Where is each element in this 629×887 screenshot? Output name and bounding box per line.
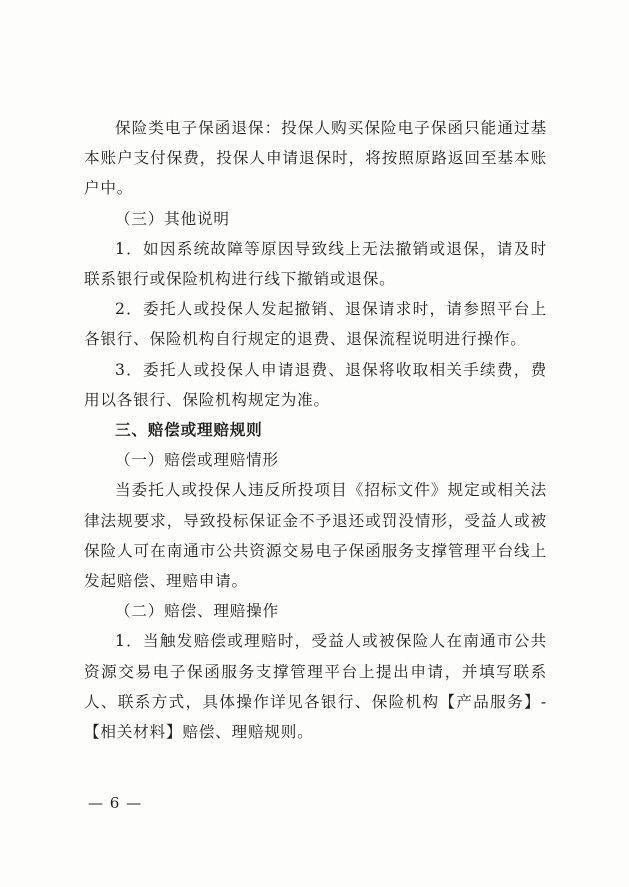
subheading-compensation-operation: （二）赔偿、理赔操作 (115, 602, 279, 621)
paragraph-compensation-cases: 当委托人或投保人违反所投项目《招标文件》规定或相关法律法规要求，导致投标保证金不予退还或罚没情形，受益人或被保险人可在南通市公共资源交易电子保函服务支撑管理平台线上发起赔偿、理赔申请。 (84, 481, 547, 591)
page-number: — 6 — (88, 794, 143, 812)
paragraph-compensation-operation-1: 1．当触发赔偿或理赔时，受益人或被保险人在南通市公共资源交易电子保函服务支撑管理平台上提出申请，并填写联系人、联系方式，具体操作详见各银行、保险机构【产品服务】-【相关材料】赔偿、理赔规则。 (84, 632, 547, 742)
document-body (84, 113, 547, 747)
subheading-other-notes: （三）其他说明 (115, 209, 230, 228)
section-heading-compensation: 三、赔偿或理赔规则 (115, 421, 263, 440)
paragraph-note-3: 3．委托人或投保人申请退费、退保将收取相关手续费，费用以各银行、保险机构规定为准。 (84, 360, 547, 409)
paragraph-note-1: 1．如因系统故障等原因导致线上无法撤销或退保，请及时联系银行或保险机构进行线下撤销或退保。 (84, 239, 547, 289)
paragraph-insurance-refund: 保险类电子保函退保：投保人购买保险电子保函只能通过基本账户支付保费，投保人申请退保时，将按照原路返回至基本账户中。 (84, 119, 547, 198)
paragraph-note-2: 2．委托人或投保人发起撤销、退保请求时，请参照平台上各银行、保险机构自行规定的退费、退保流程说明进行操作。 (84, 300, 547, 349)
subheading-compensation-cases: （一）赔偿或理赔情形 (115, 451, 279, 470)
